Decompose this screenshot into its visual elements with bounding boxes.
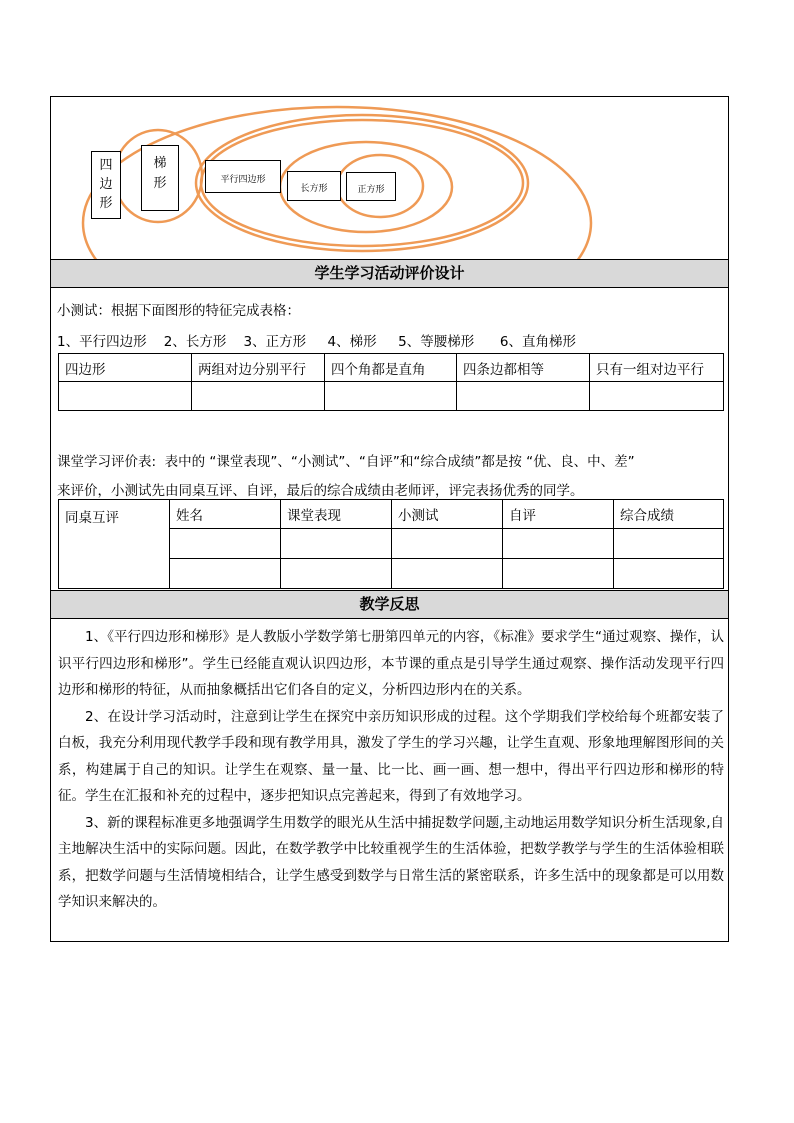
quiz-intro: 小测试：根据下面图形的特征完成表格：: [57, 303, 300, 319]
score-cell[interactable]: [281, 529, 392, 559]
score-cell[interactable]: [392, 529, 503, 559]
quadrilateral-char: 形: [99, 196, 113, 211]
divider: [51, 287, 728, 288]
quadrilateral-char: 四: [99, 158, 113, 173]
trapezoid-box: [141, 145, 179, 211]
score-table-header: 综合成绩: [614, 500, 724, 529]
quiz-answer-cell[interactable]: [192, 382, 325, 411]
score-cell[interactable]: [614, 559, 724, 589]
parallelogram-box: [205, 160, 281, 193]
rectangle-box: [287, 171, 341, 201]
trapezoid-char: 梯: [153, 156, 167, 171]
quiz-table-header: 只有一组对边平行: [590, 354, 724, 382]
divider: [51, 618, 728, 619]
quiz-table: [58, 353, 724, 411]
score-cell[interactable]: [281, 559, 392, 589]
score-cell[interactable]: [503, 559, 614, 589]
quadrilateral-char: 边: [99, 177, 113, 192]
square-label: 正方形: [357, 185, 385, 195]
score-table: [58, 499, 724, 589]
quiz-table-answer-row: [59, 382, 724, 411]
square-box: [346, 172, 396, 201]
score-cell[interactable]: [392, 559, 503, 589]
score-table-header: 小测试: [392, 500, 503, 529]
quiz-answer-cell[interactable]: [457, 382, 590, 411]
reflection-paragraph: 3、新的课程标准更多地强调学生用数学的眼光从生活中捕捉数学问题,主动地运用数学知识分析生活现象,自主地解决生活中的实际问题。因此，在数学教学中比较重视学生的生活体验，把数学教学与学生的生活体验相联系，把数学问题与生活情境相结合，让学生感受到数学与日常生活的紧密联系，许多生活中的现象都是可以用数学知识来解决的。: [58, 814, 724, 910]
score-table-header: 课堂表现: [281, 500, 392, 529]
score-table-header-row: [59, 500, 724, 529]
quiz-answer-cell[interactable]: [590, 382, 724, 411]
reflection-body: [58, 624, 724, 916]
parallelogram-label: 平行四边形: [220, 175, 266, 185]
reflection-paragraph: 2、在设计学习活动时，注意到让学生在探究中亲历知识形成的过程。这个学期我们学校给每个班都安装了白板，我充分利用现代教学手段和现有教学用具，激发了学生的学习兴趣，让学生直观、形象地理解图形间的关系，构建属于自己的知识。让学生在观察、量一量、比一比、画一画、想一想中，得出平行四边形和梯形的特征。学生在汇报和补充的过程中，逐步把知识点完善起来，得到了有效地学习。: [58, 708, 724, 804]
peer-review-label: 同桌互评: [59, 500, 170, 589]
shape-list: 1、平行四边形 2、长方形 3、正方形 4、梯形 5、等腰梯形 6、直角梯形: [57, 334, 577, 350]
score-cell[interactable]: [170, 529, 281, 559]
classroom-eval-line-2: 来评价，小测试先由同桌互评、自评，最后的综合成绩由老师评，评完表扬优秀的同学。: [57, 483, 584, 499]
eval-section-title: 学生学习活动评价设计: [51, 260, 728, 287]
reflection-title: 教学反思: [51, 591, 728, 618]
quiz-table-header: 两组对边分别平行: [192, 354, 325, 382]
score-table-header: 姓名: [170, 500, 281, 529]
quiz-table-header: 四边形: [59, 354, 192, 382]
reflection-paragraph: 1、《平行四边形和梯形》是人教版小学数学第七册第四单元的内容，《标准》要求学生“通过观察、操作，认识平行四边形和梯形”。学生已经能直观认识四边形，本节课的重点是引导学生通过观察、操作活动发现平行四边形和梯形的特征，从而抽象概括出它们各自的定义，分析四边形内在的关系。: [58, 629, 724, 698]
rectangle-label: 长方形: [300, 184, 328, 194]
trapezoid-char: 形: [153, 176, 167, 191]
quiz-table-header: 四个角都是直角: [325, 354, 457, 382]
quiz-table-header: 四条边都相等: [457, 354, 590, 382]
quiz-table-header-row: [59, 354, 724, 382]
quiz-answer-cell[interactable]: [59, 382, 192, 411]
quadrilateral-box: [91, 151, 121, 219]
score-cell[interactable]: [503, 529, 614, 559]
lesson-plan-frame: [50, 96, 729, 942]
classroom-eval-line-1: 课堂学习评价表: 表中的 “课堂表现”、“小测试”、“自评”和“综合成绩”都是按 “优、良、中、差”: [57, 454, 635, 470]
score-table-header: 自评: [503, 500, 614, 529]
score-cell[interactable]: [170, 559, 281, 589]
score-cell[interactable]: [614, 529, 724, 559]
quiz-answer-cell[interactable]: [325, 382, 457, 411]
